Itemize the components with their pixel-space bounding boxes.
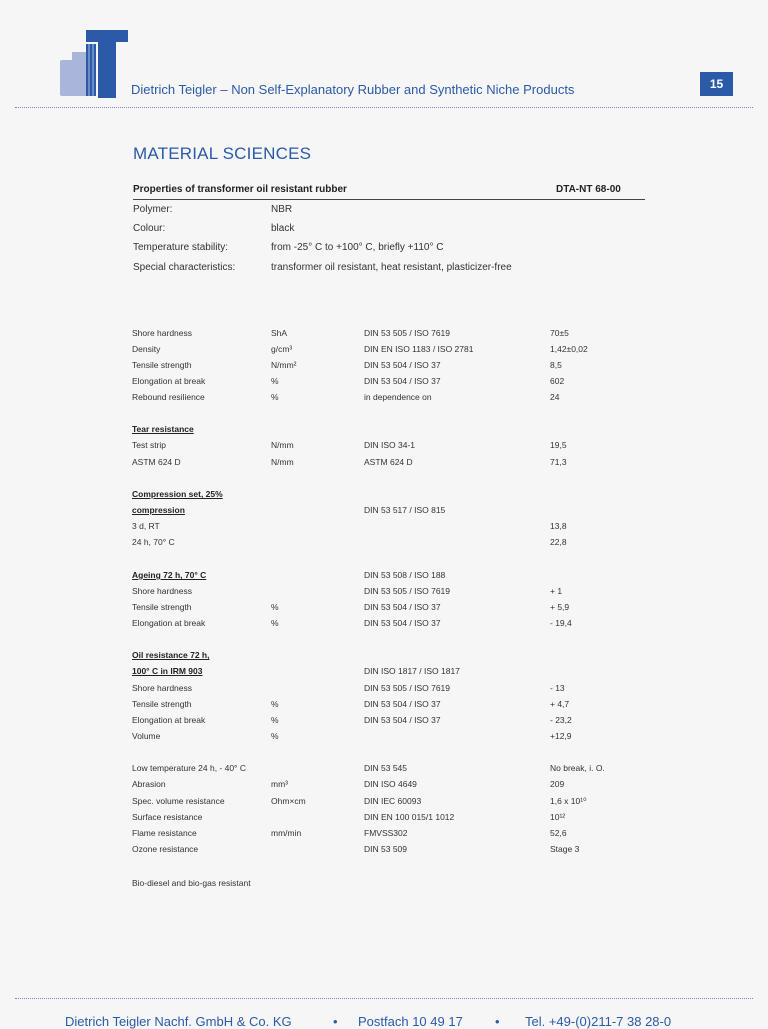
- group-heading-compression: Compression set, 25%: [132, 489, 223, 499]
- table-cell-standard: in dependence on: [364, 392, 432, 402]
- table-cell-standard: DIN 53 504 / ISO 37: [364, 699, 441, 709]
- table-cell-property: Tensile strength: [132, 360, 192, 370]
- table-cell-standard: DIN 53 504 / ISO 37: [364, 715, 441, 725]
- resistance-note: Bio-diesel and bio-gas resistant: [132, 878, 251, 888]
- section-heading: MATERIAL SCIENCES: [133, 144, 312, 163]
- table-cell-unit: N/mm: [271, 440, 294, 450]
- table-cell-property: Abrasion: [132, 779, 166, 789]
- table-cell-property: 24 h, 70° C: [132, 537, 175, 547]
- table-cell-standard: DIN 53 508 / ISO 188: [364, 570, 446, 580]
- footer-separator: •: [495, 1014, 500, 1029]
- table-cell-standard: DIN 53 504 / ISO 37: [364, 360, 441, 370]
- table-cell-property: Volume: [132, 731, 161, 741]
- table-cell-property: Ozone resistance: [132, 844, 199, 854]
- table-cell-standard: DIN 53 505 / ISO 7619: [364, 328, 450, 338]
- property-value: black: [271, 223, 295, 234]
- table-cell-property: Rebound resilience: [132, 392, 205, 402]
- table-cell-property: Shore hardness: [132, 328, 193, 338]
- table-cell-unit: %: [271, 699, 279, 709]
- footer-separator: •: [333, 1014, 338, 1029]
- properties-title: Properties of transformer oil resistant rubber: [133, 184, 347, 195]
- table-cell-property: Spec. volume resistance: [132, 796, 225, 806]
- table-cell-standard: DIN EN ISO 1183 / ISO 2781: [364, 344, 474, 354]
- table-cell-unit: ShA: [271, 328, 288, 338]
- properties-rule: [133, 199, 645, 200]
- table-cell-value: +12,9: [550, 731, 572, 741]
- table-cell-value: + 1: [550, 586, 563, 596]
- table-cell-standard: DIN ISO 4649: [364, 779, 417, 789]
- table-cell-unit: Ohm×cm: [271, 796, 306, 806]
- table-cell-property: Tensile strength: [132, 602, 192, 612]
- table-cell-value: 52,6: [550, 828, 567, 838]
- table-cell-standard: DIN ISO 34-1: [364, 440, 416, 450]
- property-value: from -25° C to +100° C, briefly +110° C: [271, 242, 444, 253]
- table-cell-standard: DIN 53 504 / ISO 37: [364, 602, 441, 612]
- table-cell-standard: DIN 53 504 / ISO 37: [364, 376, 441, 386]
- table-cell-unit: %: [271, 618, 279, 628]
- table-cell-value: - 23,2: [550, 715, 572, 725]
- table-cell-value: No break, i. O.: [550, 763, 605, 773]
- table-cell-property: Elongation at break: [132, 376, 206, 386]
- table-cell-standard: DIN 53 504 / ISO 37: [364, 618, 441, 628]
- table-cell-standard: DIN EN 100 015/1 1012: [364, 812, 455, 822]
- table-cell-standard: DIN 53 505 / ISO 7619: [364, 683, 450, 693]
- table-cell-property: Elongation at break: [132, 715, 206, 725]
- table-cell-value: Stage 3: [550, 844, 580, 854]
- table-cell-standard: DIN IEC 60093: [364, 796, 422, 806]
- table-cell-value: 209: [550, 779, 565, 789]
- table-cell-value: 10¹²: [550, 812, 566, 822]
- footer-company: Dietrich Teigler Nachf. GmbH & Co. KG: [65, 1014, 292, 1029]
- property-key: Special characteristics:: [133, 262, 236, 273]
- property-value: transformer oil resistant, heat resistant, plasticizer-free: [271, 262, 512, 273]
- footer-postbox: Postfach 10 49 17: [358, 1014, 463, 1029]
- header-divider: [15, 107, 753, 108]
- table-cell-unit: mm³: [271, 779, 288, 789]
- property-key: Polymer:: [133, 204, 173, 215]
- table-cell-value: + 5,9: [550, 602, 570, 612]
- table-cell-value: + 4,7: [550, 699, 570, 709]
- table-cell-standard: DIN ISO 1817 / ISO 1817: [364, 666, 460, 676]
- table-cell-standard: DIN 53 505 / ISO 7619: [364, 586, 450, 596]
- table-cell-property: 3 d, RT: [132, 521, 160, 531]
- table-cell-value: - 13: [550, 683, 565, 693]
- property-key: Temperature stability:: [133, 242, 229, 253]
- table-cell-unit: N/mm²: [271, 360, 297, 370]
- table-cell-property: Shore hardness: [132, 683, 193, 693]
- group-heading-ageing: Ageing 72 h, 70° C: [132, 570, 207, 580]
- table-cell-unit: g/cm³: [271, 344, 293, 354]
- table-cell-value: 1,6 x 10¹⁰: [550, 796, 587, 806]
- property-key: Colour:: [133, 223, 166, 234]
- table-cell-value: 8,5: [550, 360, 562, 370]
- footer-phone: Tel. +49-(0)211-7 38 28-0: [525, 1014, 672, 1029]
- table-cell-unit: %: [271, 715, 279, 725]
- table-cell-property: Tensile strength: [132, 699, 192, 709]
- table-cell-property: Low temperature 24 h, - 40° C: [132, 763, 246, 773]
- table-cell-unit: mm/min: [271, 828, 302, 838]
- table-cell-value: 602: [550, 376, 565, 386]
- table-cell-property: Shore hardness: [132, 586, 193, 596]
- table-cell-unit: %: [271, 376, 279, 386]
- table-cell-value: 19,5: [550, 440, 567, 450]
- table-cell-property: Flame resistance: [132, 828, 197, 838]
- table-cell-property: Elongation at break: [132, 618, 206, 628]
- group-heading-oil: Oil resistance 72 h,: [132, 650, 210, 660]
- company-logo: [60, 30, 128, 98]
- table-cell-unit: %: [271, 731, 279, 741]
- table-cell-standard: ASTM 624 D: [364, 457, 413, 467]
- page-number: 15: [700, 72, 733, 96]
- table-cell-standard: DIN 53 517 / ISO 815: [364, 505, 446, 515]
- table-cell-unit: %: [271, 602, 279, 612]
- table-cell-value: 24: [550, 392, 560, 402]
- table-cell-value: 22,8: [550, 537, 567, 547]
- table-cell-property: Surface resistance: [132, 812, 203, 822]
- table-cell-property: Density: [132, 344, 161, 354]
- table-cell-value: 70±5: [550, 328, 569, 338]
- table-cell-value: 13,8: [550, 521, 567, 531]
- table-cell-value: 1,42±0,02: [550, 344, 588, 354]
- table-cell-unit: N/mm: [271, 457, 294, 467]
- property-value: NBR: [271, 204, 293, 215]
- footer-divider: [15, 998, 753, 999]
- table-cell-unit: %: [271, 392, 279, 402]
- product-code: DTA-NT 68-00: [556, 184, 621, 195]
- table-cell-standard: DIN 53 509: [364, 844, 407, 854]
- group-heading-compression-line2: compression: [132, 505, 185, 515]
- group-heading-oil-line2: 100° C in IRM 903: [132, 666, 203, 676]
- table-cell-value: - 19,4: [550, 618, 572, 628]
- table-cell-property: ASTM 624 D: [132, 457, 181, 467]
- group-heading-tear: Tear resistance: [132, 424, 194, 434]
- table-cell-standard: DIN 53 545: [364, 763, 407, 773]
- table-cell-standard: FMVSS302: [364, 828, 408, 838]
- table-cell-property: Test strip: [132, 440, 167, 450]
- header-title: Dietrich Teigler – Non Self-Explanatory Rubber and Synthetic Niche Products: [131, 82, 575, 97]
- table-cell-value: 71,3: [550, 457, 567, 467]
